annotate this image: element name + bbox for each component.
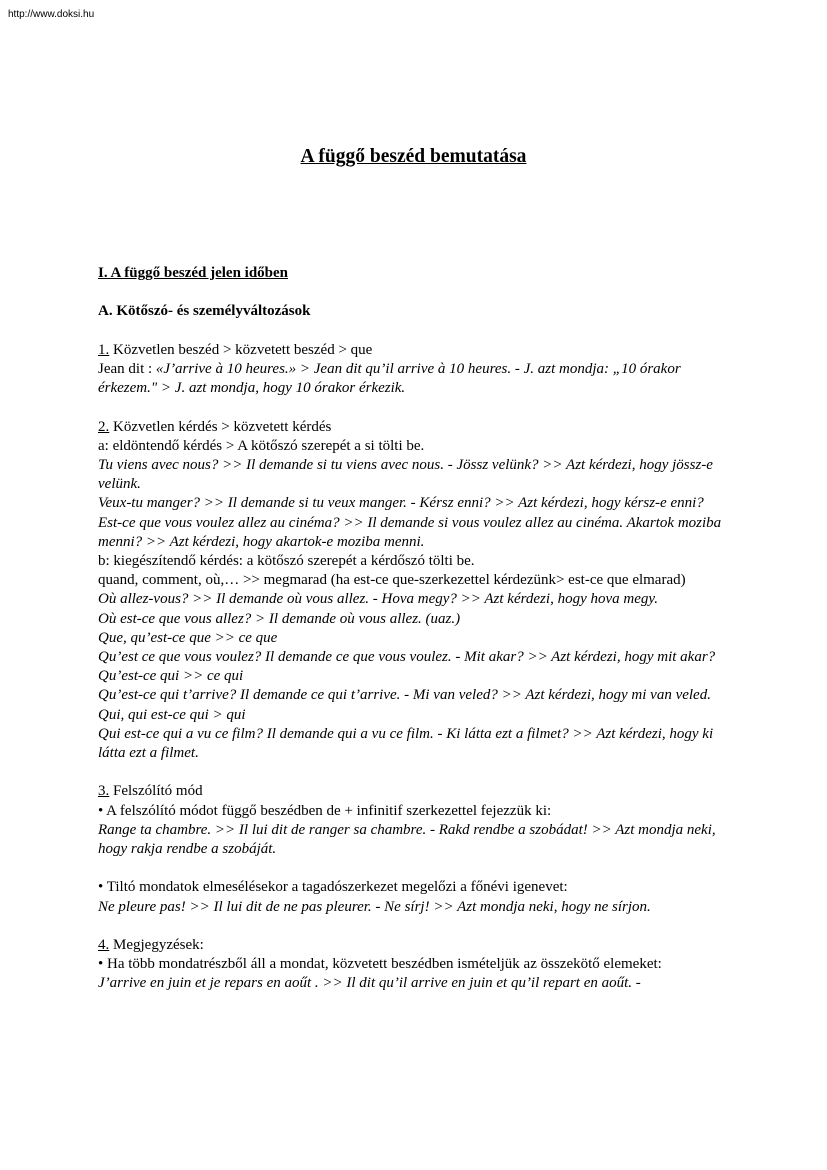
example-line: Qu’est-ce qui t’arrive? Il demande ce qui t’arrive. - Mi van veled? >> Azt kérdezi, hogy mi van veled. <box>98 687 711 704</box>
item-1-example-italic: «J’arrive à 10 heures.» > Jean dit qu’il arrive à 10 heures. - J. azt mondja: „10 órakor érkezem." > J. azt mondja, hogy 10 órakor érkezik. <box>98 360 681 397</box>
item-1-example <box>98 360 738 398</box>
example-line: Que, qu’est-ce que >> ce que <box>98 629 278 646</box>
item-2-number: 2. <box>98 418 110 435</box>
item-4-number: 4. <box>98 937 110 954</box>
item-1-heading <box>98 341 738 360</box>
example-line: Qui est-ce qui a vu ce film? Il demande qui a vu ce film. - Ki látta ezt a filmet? >> Azt kérdezi, hogy ki látta ezt a filmet. <box>98 725 714 762</box>
item-1-number: 1. <box>98 341 110 358</box>
example-line: Qui, qui est-ce qui > qui <box>98 706 246 723</box>
bullet-line: • Tiltó mondatok elmesélésekor a tagadószerkezet megelőzi a főnévi igenevet: <box>98 879 568 896</box>
bullet-line: • Ha több mondatrészből áll a mondat, közvetett beszédben ismételjük az összekötő elemeket: <box>98 956 662 973</box>
item-3-heading <box>98 782 738 801</box>
item-2a-intro: a: eldöntendő kérdés > A kötőszó szerepét a si tölti be. <box>98 437 425 454</box>
example-line: Ne pleure pas! >> Il lui dit de ne pas pleurer. - Ne sírj! >> Azt mondja neki, hogy ne sírjon. <box>98 898 651 915</box>
item-4-title: Megjegyzések: <box>109 937 204 954</box>
example-line: Où allez-vous? >> Il demande où vous allez. - Hova megy? >> Azt kérdezi, hogy hova megy. <box>98 591 658 608</box>
item-2b-intro: b: kiegészítendő kérdés: a kötőszó szerepét a kérdőszó tölti be. <box>98 553 475 569</box>
example-line: Qu’est ce que vous voulez? Il demande ce que vous voulez. - Mit akar? >> Azt kérdezi, hogy mit akar? <box>98 649 716 666</box>
item-3-number: 3. <box>98 783 110 800</box>
document-body <box>98 264 738 994</box>
section-1-heading: I. A függő beszéd jelen időben <box>98 265 289 281</box>
example-line: Veux-tu manger? >> Il demande si tu veux manger. - Kérsz enni? >> Azt kérdezi, hogy kérsz-e enni? <box>98 495 704 512</box>
subsection-a-heading: A. Kötőszó- és személyváltozások <box>98 303 311 320</box>
item-2b-rule: quand, comment, où,… >> megmarad (ha est-ce que-szerkezettel kérdezünk> est-ce que elmarad) <box>98 572 686 589</box>
item-1-title: Közvetlen beszéd > közvetett beszéd > que <box>109 341 373 358</box>
example-line: Range ta chambre. >> Il lui dit de ranger sa chambre. - Rakd rendbe a szobádat! >> Azt mondja neki, hogy rakja rendbe a szobáját. <box>98 821 716 858</box>
item-2-heading <box>98 418 738 437</box>
bullet-line: • A felszólító módot függő beszédben de + infinitif szerkezettel fejezzük ki: <box>98 802 552 819</box>
item-4-heading <box>98 936 738 955</box>
example-line: J’arrive en juin et je repars en aoűt . >> Il dit qu’il arrive en juin et qu’il repart en aoűt. - <box>98 975 641 992</box>
item-2-title: Közvetlen kérdés > közvetett kérdés <box>109 418 332 435</box>
example-line: Tu viens avec nous? >> Il demande si tu viens avec nous. - Jössz velünk? >> Azt kérdezi, hogy jössz-e velünk. <box>98 456 713 493</box>
example-line: Est-ce que vous voulez allez au cinéma? >> Il demande si vous voulez allez au cinéma. Akartok moziba menni? >> Azt kérdezi, hogy akartok-e moziba menni. <box>98 514 722 550</box>
item-3-title: Felszólító mód <box>109 783 203 800</box>
item-1-example-plain: Jean dit : <box>98 360 156 377</box>
example-line: Qu’est-ce qui >> ce qui <box>98 668 244 685</box>
page-title: A függő beszéd bemutatása <box>300 146 527 167</box>
example-line: Où est-ce que vous allez? > Il demande où vous allez. (uaz.) <box>98 610 461 627</box>
source-url: http://www.doksi.hu <box>8 9 95 20</box>
